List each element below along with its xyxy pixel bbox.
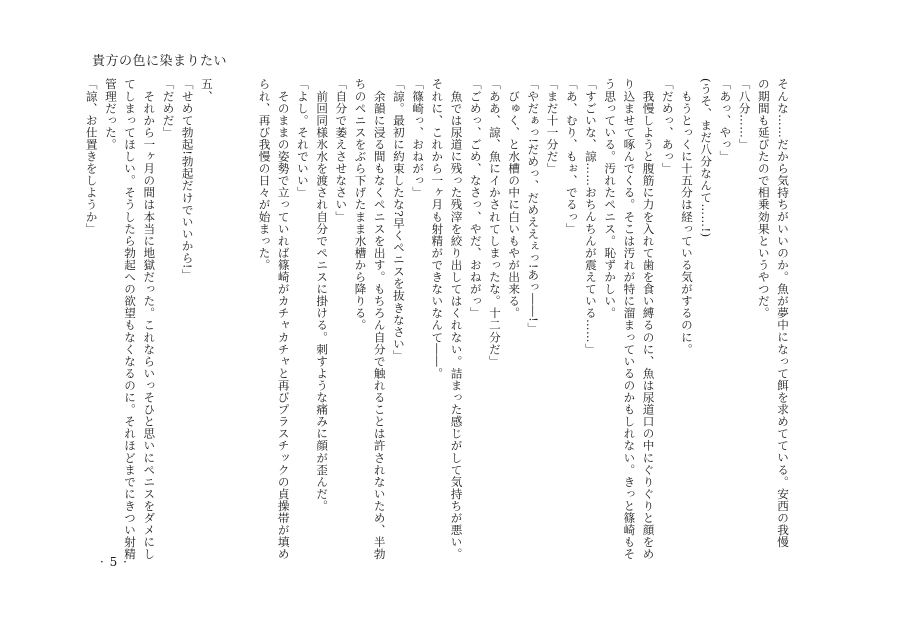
text-line: 「だめだ」 (161, 78, 176, 139)
text-line: びゅく、と水槽の中に白いもやが出来る。 (507, 78, 522, 319)
text-line: そんな……だから気持ちがいいのか。魚が夢中になって餌を求めてている。安西の我慢 (776, 78, 790, 548)
text-line: 我慢しようと腹筋に力を入れて歯を食い縛るのに、魚は尿道口の中にぐりぐりと顔をめ (641, 78, 656, 560)
text-line: 管理だった。 (103, 78, 118, 151)
text-line: 「八分……」 (737, 78, 752, 151)
text-line: それに、これから一ヶ月も射精ができないなんて――。 (430, 78, 445, 380)
text-line: 「自分で萎えさせなさい」 (334, 78, 349, 223)
text-line: そのままの姿勢で立っていれば篠崎がカチャカチャと再びプラスチックの貞操帯が填め (276, 78, 291, 560)
text-line: 「あっ、やっ」 (718, 78, 733, 163)
text-line: られ、再び我慢の日々が始まった。 (257, 78, 272, 271)
text-line: それから一ヶ月の間は本当に地獄だった。これならいっそひと思いにペニスをダメにし (142, 78, 157, 560)
running-title: 貴方の色に染まりたい (92, 54, 228, 69)
text-line: てしまってほしい。そうしたら勃起への欲望もなくなるのに。それほどまでにきつい射精 (123, 78, 138, 560)
text-line: 「すごいな、諒……おちんちんが震えている……」 (583, 78, 598, 356)
text-line: 「だめっ、あっ」 (660, 78, 675, 175)
page-number: · 5 · (100, 555, 128, 569)
text-line: 「諒。最初に約束したな?早くペニスを抜きなさい」 (391, 78, 406, 362)
text-line: 余韻に浸る間もなくペニスを出す。もちろん自分で触れることは許されないため、半勃 (372, 78, 387, 560)
vertical-body-text (84, 78, 792, 560)
blank-line (216, 78, 235, 548)
text-line: 「まだ十一分だ」 (545, 78, 560, 175)
text-line: 「篠崎っ、おねがっ」 (411, 78, 426, 199)
text-line: の期間も延びたので相乗効果というやつだ。 (756, 78, 771, 319)
text-line: ちのペニスをぶら下げたまま水槽から降りる。 (353, 78, 368, 332)
text-line: 「あ、むり、もぉ、でるっ」 (564, 78, 579, 235)
text-line: り込ませて啄んでくる。そこは汚れが特に溜まっているのかもしれない。きっと篠崎もそ (622, 78, 637, 560)
text-line: 「ごめっ、ごめ、なさっ、やだ、おねがっ」 (468, 78, 483, 319)
text-line: 五、 (199, 78, 214, 103)
text-line: 「せめて勃起!勃起だけでいいから!」 (180, 78, 195, 282)
text-line: う思っている。汚れたペニス。恥ずかしい。 (603, 78, 618, 319)
text-line: 前回同様氷水を渡され自分でペニスに掛ける。刺すような痛みに顔が歪んだ。 (315, 78, 330, 512)
text-line: (うそ、まだ八分なんて……!) (699, 78, 714, 238)
text-line: 「ああ、諒、魚にイかされてしまったな。十二分だ」 (487, 78, 502, 368)
text-line: 魚では尿道に残った残滓を絞り出してはくれない。詰まった感じがして気持ちが悪い。 (449, 78, 464, 560)
text-line: 「よし。それでいい」 (295, 78, 310, 199)
text-line: もうとっくに十五分は経っている気がするのに。 (679, 78, 694, 356)
text-line: 「諒、お仕置きをしようか」 (84, 78, 99, 235)
text-line: 「やだぁっ!だめっ、だめええぇっ!あっ――!」 (526, 78, 541, 335)
blank-line (235, 78, 254, 548)
